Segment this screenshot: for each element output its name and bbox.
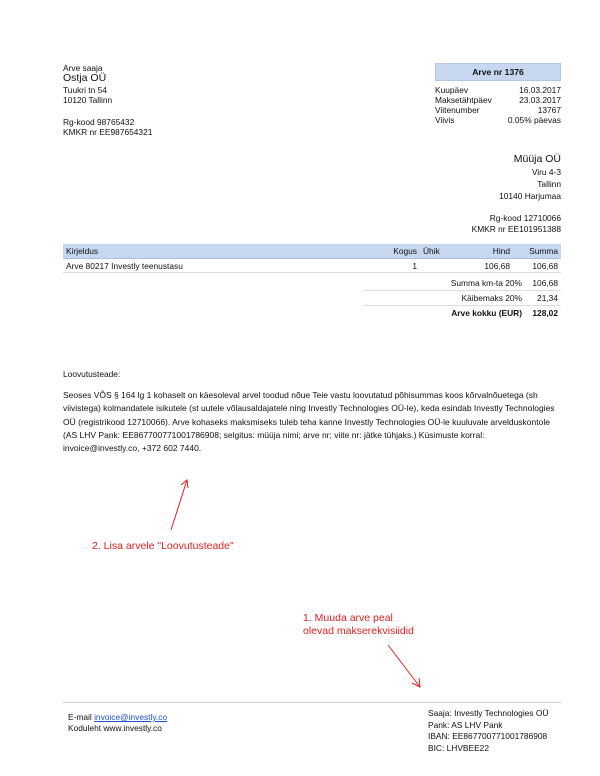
arrow-line — [171, 480, 187, 530]
cell-quantity: 1 — [412, 261, 417, 271]
meta-row-penalty — [435, 115, 561, 125]
annotation-add-notice: 2. Lisa arvele "Loovutusteade" — [92, 540, 234, 552]
recipient-reg-code: Rg-kood 98765432 — [63, 116, 135, 127]
table-row — [63, 259, 561, 273]
annotation-line: olevad makserekvisiidid — [303, 624, 414, 637]
header-quantity: Kogus — [393, 246, 417, 256]
seller-block — [400, 152, 561, 202]
cell-description: Arve 80217 Investly teenustasu — [66, 261, 183, 271]
total-row-net — [363, 276, 561, 291]
annotation-arrow-down — [386, 643, 426, 691]
footer-email-label: E-mail — [68, 712, 92, 722]
seller-reg-code: Rg-kood 12710066 — [489, 213, 561, 223]
meta-value: 23.03.2017 — [519, 95, 561, 105]
total-label: Summa km-ta 20% — [450, 278, 522, 288]
total-value: 106,68 — [532, 278, 558, 288]
footer-website: Koduleht www.investly.co — [68, 723, 162, 733]
header-description: Kirjeldus — [66, 246, 99, 256]
meta-value: 0.05% päevas — [507, 115, 561, 125]
header-price: Hind — [492, 246, 510, 256]
seller-name: Müüja OÜ — [513, 153, 561, 165]
arrow-line — [388, 645, 420, 687]
annotation-change-payment-details — [303, 612, 414, 637]
seller-street: Viru 4-3 — [531, 167, 561, 177]
recipient-city: 10120 Tallinn — [63, 94, 113, 105]
seller-city: Tallinn — [537, 179, 561, 189]
total-value: 128,02 — [532, 308, 558, 318]
header-sum: Summa — [529, 246, 558, 256]
footer-email-line — [68, 712, 268, 723]
meta-label: Maksetähtpäev — [435, 95, 492, 105]
recipient-block — [63, 63, 263, 137]
meta-label: Kuupäev — [435, 85, 469, 95]
footer-divider — [63, 702, 561, 703]
items-table — [63, 244, 561, 273]
footer-bank: Pank: AS LHV Pank — [428, 719, 503, 730]
meta-label: Viitenumber — [435, 105, 480, 115]
invoice-title: Arve nr 1376 — [435, 63, 561, 81]
footer-payee: Saaja: Investly Technologies OÜ — [428, 708, 549, 718]
recipient-vat-number: KMKR nr EE987654321 — [63, 126, 153, 137]
seller-vat-number: KMKR nr EE101951388 — [471, 224, 561, 234]
annotation-line: 1. Muuda arve peal — [303, 612, 393, 624]
recipient-name: Ostja OÜ — [63, 72, 107, 85]
assignment-heading: Loovutusteade: — [63, 369, 121, 379]
totals-block — [363, 276, 561, 321]
cell-unit — [420, 259, 450, 272]
meta-label: Viivis — [435, 115, 455, 125]
meta-value: 16.03.2017 — [519, 85, 561, 95]
meta-row-date — [435, 85, 561, 95]
footer-email-link[interactable]: invoice@investly.co — [94, 712, 168, 722]
assignment-body: Seoses VÕS § 164 lg 1 kohaselt on käesoleval arvel toodud nõue Teie vastu loovutatud põhisummas koos kõrvalnõuetega (sh viivistega) kolmandatele isikutele (st uutele võlausaldajatele ning Investly Technologies OÜ-le), keda esindab Investly Technologies OÜ (registrikood 12710066). Arve kohaseks maksmiseks tuleb teha kanne Investly Technologies OÜ-le kuuluvale arvelduskontole (AS LHV Pank: EE867700771001786908; selgitus: müüja nimi; arve nr; viite nr: jätke tühjaks.) Küsimuste korral: invoice@investly.co, +372 602 7440. — [63, 390, 555, 454]
total-label: Arve kokku (EUR) — [451, 308, 522, 318]
total-value: 21,34 — [537, 293, 558, 303]
recipient-street: Tuukri tn 54 — [63, 84, 107, 95]
total-row-grand — [363, 306, 561, 321]
meta-value: 13767 — [537, 105, 561, 115]
annotation-arrow-up — [168, 476, 192, 532]
total-row-vat — [363, 291, 561, 306]
footer-bic: BIC: LHVBEE22 — [428, 742, 489, 753]
header-unit: Ühik — [423, 246, 440, 256]
table-header — [63, 244, 561, 259]
footer-bank-details — [428, 708, 578, 754]
meta-row-reference — [435, 105, 561, 115]
recipient-label: Arve saaja — [63, 63, 103, 73]
cell-sum: 106,68 — [532, 261, 558, 271]
footer-iban: IBAN: EE867700771001786908 — [428, 731, 548, 741]
cell-price: 106,68 — [484, 261, 510, 271]
footer-contact — [68, 712, 268, 734]
meta-row-due-date — [435, 95, 561, 105]
invoice-meta — [435, 85, 561, 125]
seller-registration — [400, 213, 561, 235]
total-label: Käibemaks 20% — [461, 293, 522, 303]
seller-postcode: 10140 Harjumaa — [499, 191, 561, 201]
